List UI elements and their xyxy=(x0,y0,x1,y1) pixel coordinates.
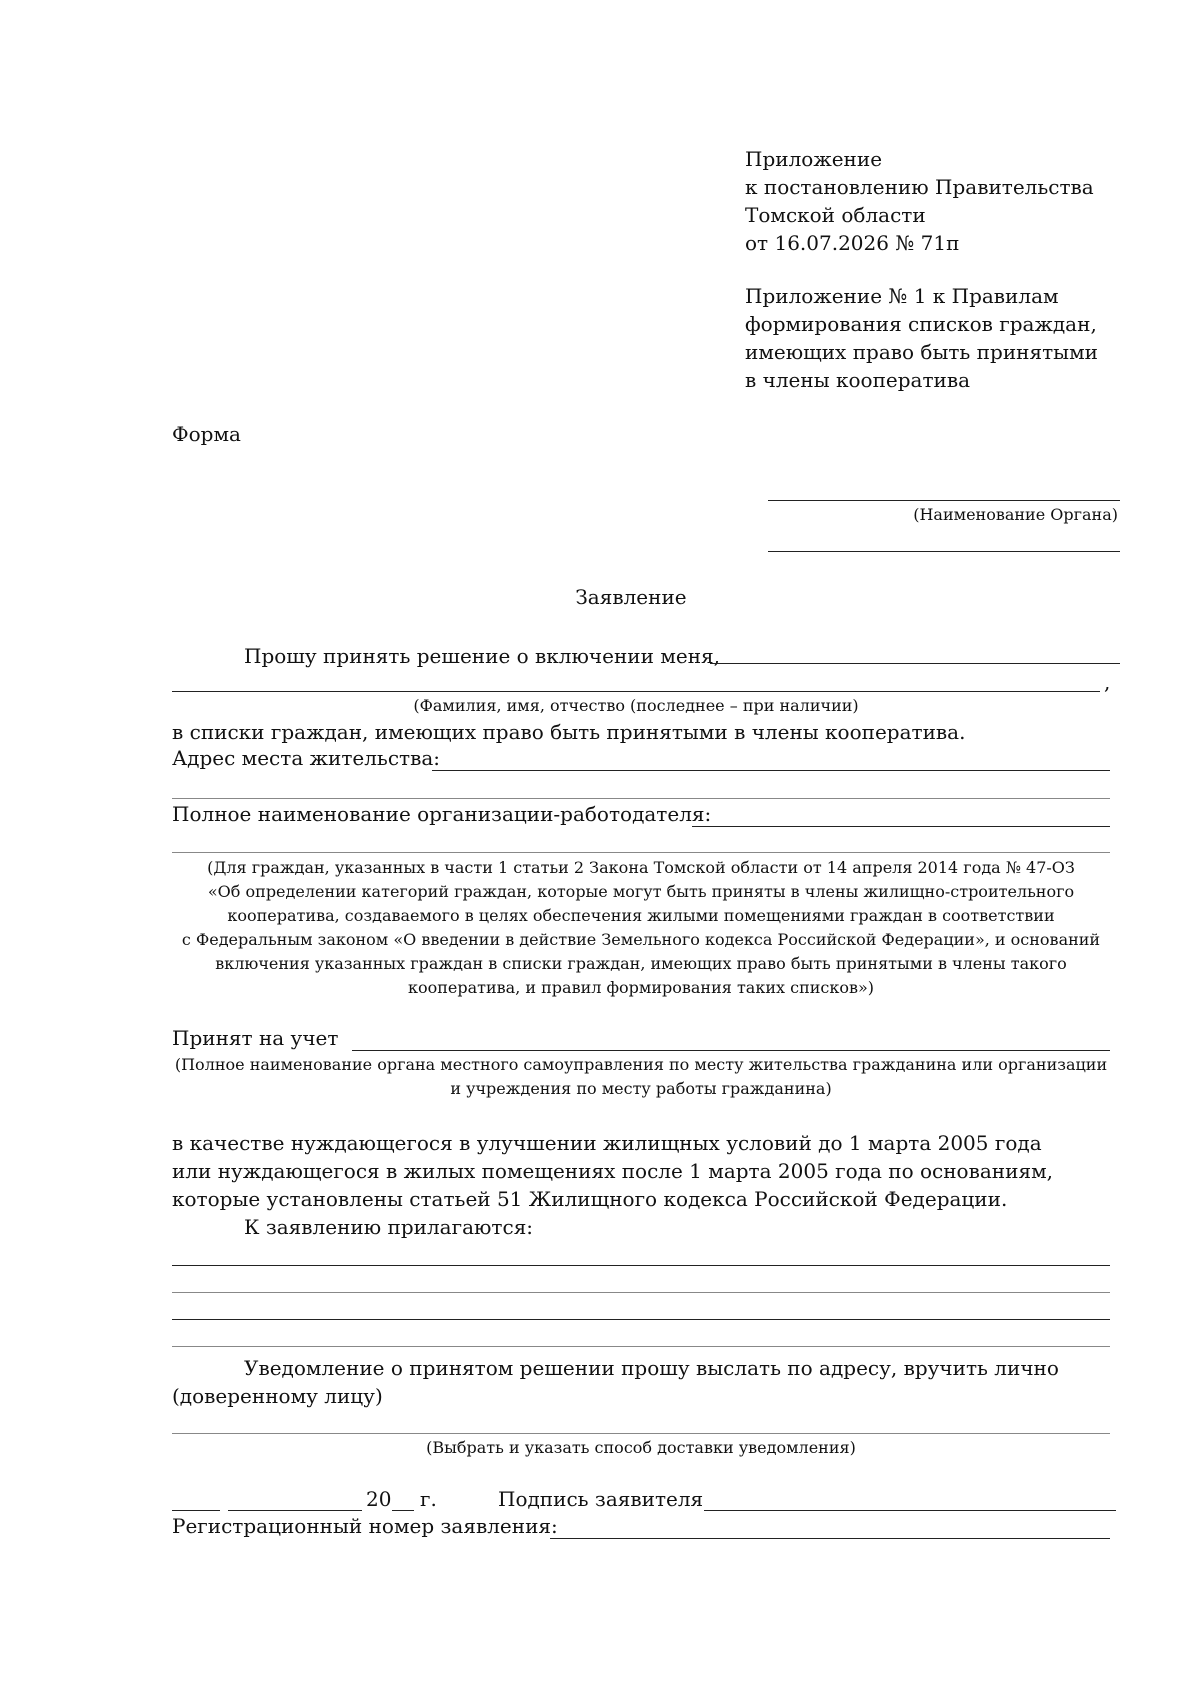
registered-field[interactable] xyxy=(352,1050,1110,1051)
address-field-2[interactable] xyxy=(172,798,1110,799)
address-field[interactable] xyxy=(432,770,1110,771)
date-year-prefix: 20 xyxy=(366,1487,392,1511)
attachment-line-3[interactable] xyxy=(172,1319,1110,1320)
appendix-rules-line-4: в члены кооператива xyxy=(745,368,971,392)
signature-label: Подпись заявителя xyxy=(498,1487,704,1511)
organ-name-field-2[interactable] xyxy=(768,551,1120,552)
registered-hint xyxy=(152,1053,1130,1101)
registered-hint-line-1: (Полное наименование органа местного самоуправления по месту жительства гражданина или организации xyxy=(174,1055,1108,1074)
request-lead-text: Прошу принять решение о включении меня, xyxy=(244,644,721,668)
signature-field[interactable] xyxy=(704,1510,1116,1511)
organ-name-field[interactable] xyxy=(768,500,1120,501)
fio-comma: , xyxy=(1104,670,1111,694)
employer-field[interactable] xyxy=(692,826,1110,827)
registered-hint-line-2: и учреждения по месту работы гражданина) xyxy=(450,1079,832,1098)
appendix-line-1: Приложение xyxy=(745,147,883,171)
appendix-line-4: от 16.07.2026 № 71п xyxy=(745,231,960,255)
fio-hint: (Фамилия, имя, отчество (последнее – при наличии) xyxy=(413,696,859,715)
employer-hint-line-4: с Федеральным законом «О введении в действие Земельного кодекса Российской Федерации», и оснований xyxy=(181,930,1101,949)
date-day-field[interactable] xyxy=(172,1510,220,1511)
delivery-method-hint: (Выбрать и указать способ доставки уведомления) xyxy=(426,1438,856,1457)
appendix-block xyxy=(745,145,1094,257)
date-year-suffix: г. xyxy=(420,1487,437,1511)
organ-name-hint: (Наименование Органа) xyxy=(913,505,1118,524)
form-label: Форма xyxy=(172,422,241,446)
appendix-line-3: Томской области xyxy=(745,203,926,227)
delivery-method-field[interactable] xyxy=(172,1433,1110,1434)
need-paragraph xyxy=(172,1129,1053,1213)
fio-field-2[interactable] xyxy=(172,691,1100,692)
need-line-3: которые установлены статьей 51 Жилищного кодекса Российской Федерации. xyxy=(172,1187,1008,1211)
registered-label: Принят на учет xyxy=(172,1026,339,1050)
appendix-rules-line-1: Приложение № 1 к Правилам xyxy=(745,284,1059,308)
date-month-field[interactable] xyxy=(228,1510,362,1511)
employer-label: Полное наименование организации-работодателя: xyxy=(172,802,712,826)
date-year-field[interactable] xyxy=(392,1510,414,1511)
attachment-line-4[interactable] xyxy=(172,1346,1110,1347)
appendix-line-2: к постановлению Правительства xyxy=(745,175,1094,199)
notification-line-2: (доверенному лицу) xyxy=(172,1384,383,1408)
appendix-rules-line-3: имеющих право быть принятыми xyxy=(745,340,1098,364)
fio-field[interactable] xyxy=(710,663,1120,664)
attachment-line-2[interactable] xyxy=(172,1292,1110,1293)
registration-number-label: Регистрационный номер заявления: xyxy=(172,1514,558,1538)
employer-field-2[interactable] xyxy=(172,852,1110,853)
employer-hint-line-3: кооператива, создаваемого в целях обеспечения жилыми помещениями граждан в соответствии xyxy=(227,906,1055,925)
need-line-2: или нуждающегося в жилых помещениях после 1 марта 2005 года по основаниям, xyxy=(172,1159,1053,1183)
document-title: Заявление xyxy=(575,585,687,609)
employer-hint-line-1: (Для граждан, указанных в части 1 статьи 2 Закона Томской области от 14 апреля 2014 года № 47-ОЗ xyxy=(207,858,1075,877)
address-label: Адрес места жительства: xyxy=(172,746,441,770)
notification-line-1: Уведомление о принятом решении прошу выслать по адресу, вручить лично xyxy=(244,1356,1059,1380)
attachments-label: К заявлению прилагаются: xyxy=(244,1215,534,1239)
need-line-1: в качестве нуждающегося в улучшении жилищных условий до 1 марта 2005 года xyxy=(172,1131,1042,1155)
registration-number-field[interactable] xyxy=(550,1538,1110,1539)
attachment-line-1[interactable] xyxy=(172,1265,1110,1266)
notification-text xyxy=(172,1354,1059,1410)
appendix-rules-block xyxy=(745,282,1098,394)
employer-hint-line-6: кооператива, и правил формирования таких списков») xyxy=(407,978,875,997)
appendix-rules-line-2: формирования списков граждан, xyxy=(745,312,1097,336)
employer-hint-line-5: включения указанных граждан в списки граждан, имеющих право быть принятыми в члены такого xyxy=(215,954,1067,973)
employer-hint-line-2: «Об определении категорий граждан, которые могут быть приняты в члены жилищно-строительного xyxy=(207,882,1075,901)
lists-text: в списки граждан, имеющих право быть принятыми в члены кооператива. xyxy=(172,720,966,744)
employer-hint xyxy=(152,856,1130,1000)
